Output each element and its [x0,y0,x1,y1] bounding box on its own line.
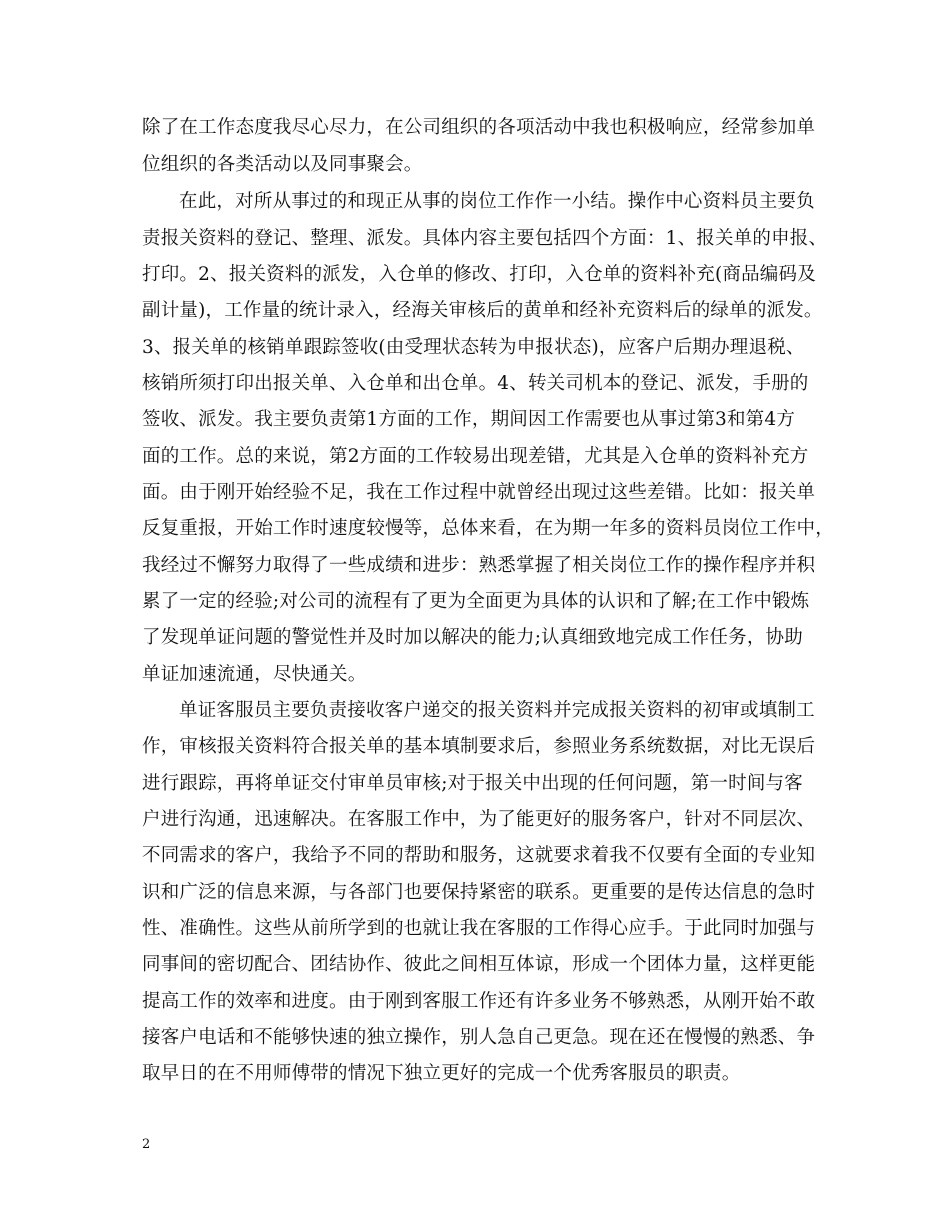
text-line: 户进行沟通，迅速解决。在客服工作中，为了能更好的服务客户，针对不同层次、 [142,809,816,830]
text-line: 我经过不懈努力取得了一些成绩和进步：熟悉掌握了相关岗位工作的操作程序并积 [142,555,816,576]
text-line: 签收、派发。我主要负责第1方面的工作，期间因工作需要也从事过第3和第4方 [142,409,796,430]
text-line: 单证加速流通，尽快通关。 [142,664,367,685]
text-line: 面。由于刚开始经验不足，我在工作过程中就曾经出现过这些差错。比如：报关单 [142,482,816,503]
text-line: 提高工作的效率和进度。由于刚到客服工作还有许多业务不够熟悉，从刚开始不敢 [142,991,816,1012]
page-number: 2 [142,1137,151,1152]
text-line: 性、准确性。这些从前所学到的也就让我在客服的工作得心应手。于此同时加强与 [142,918,816,939]
paragraph-start-line: 单证客服员主要负责接收客户递交的报关资料并完成报关资料的初审或填制工 [179,700,815,721]
text-line: 作，审核报关资料符合报关单的基本填制要求后，参照业务系统数据，对比无误后 [142,736,816,757]
paragraph-start-line: 在此，对所从事过的和现正从事的岗位工作作一小结。操作中心资料员主要负 [179,191,815,212]
text-line: 了发现单证问题的警觉性并及时加以解决的能力;认真细致地完成工作任务，协助 [142,627,803,648]
text-line: 不同需求的客户，我给予不同的帮助和服务，这就要求着我不仅要有全面的专业知 [142,845,816,866]
text-line: 同事间的密切配合、团结协作、彼此之间相互体谅，形成一个团体力量，这样更能 [142,954,816,975]
text-line: 核销所须打印出报关单、入仓单和出仓单。4、转关司机本的登记、派发，手册的 [142,373,809,394]
text-line: 反复重报，开始工作时速度较慢等，总体来看，在为期一年多的资料员岗位工作中， [142,518,834,539]
text-line: 识和广泛的信息来源，与各部门也要保持紧密的联系。更重要的是传达信息的急时 [142,882,816,903]
text-line: 接客户电话和不能够快速的独立操作，别人急自己更急。现在还在慢慢的熟悉、争 [142,1027,816,1048]
text-line: 进行跟踪，再将单证交付审单员审核;对于报关中出现的任何问题，第一时间与客 [142,773,803,794]
text-line: 累了一定的经验;对公司的流程有了更为全面更为具体的认识和了解;在工作中锻炼 [142,591,810,612]
text-line: 位组织的各类活动以及同事聚会。 [142,154,423,175]
text-line: 取早日的在不用师傅带的情况下独立更好的完成一个优秀客服员的职责。 [142,1063,741,1084]
text-line: 面的工作。总的来说，第2方面的工作较易出现差错，尤其是入仓单的资料补充方 [142,446,809,467]
text-line: 副计量)，工作量的统计录入，经海关审核后的黄单和经补充资料后的绿单的派发。 [142,300,823,321]
text-line: 除了在工作态度我尽心尽力，在公司组织的各项活动中我也积极响应，经常参加单 [142,117,816,138]
text-line: 责报关资料的登记、整理、派发。具体内容主要包括四个方面：1、报关单的申报、 [142,228,828,249]
text-line: 打印。2、报关资料的派发，入仓单的修改、打印，入仓单的资料补充(商品编码及 [142,264,816,285]
text-line: 3、报关单的核销单跟踪签收(由受理状态转为申报状态)，应客户后期办理退税、 [142,337,805,358]
